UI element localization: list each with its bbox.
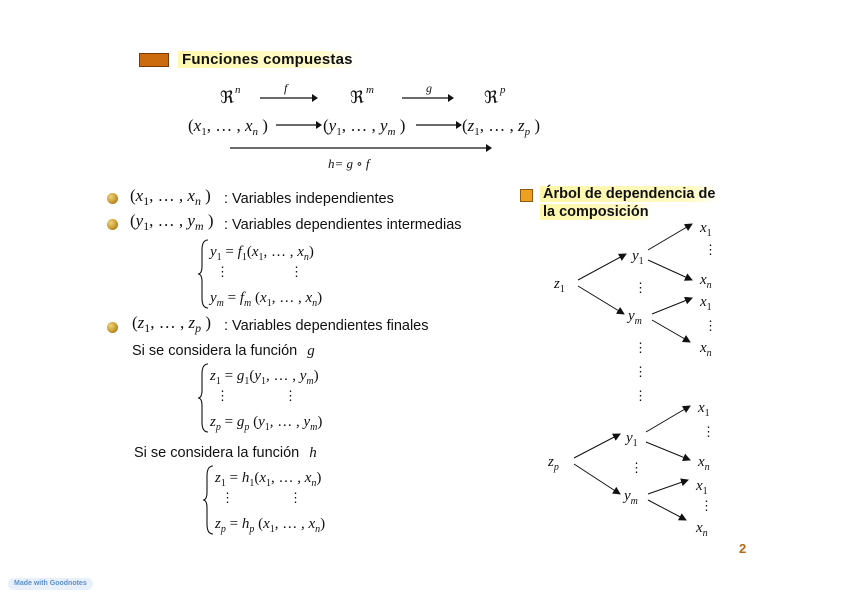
svg-text:⋮: ⋮ bbox=[634, 364, 647, 379]
tuple-y: ($y_1$, … , $y_m$ ) bbox=[130, 211, 214, 234]
bullet-icon bbox=[107, 219, 118, 230]
system-z-h-equations bbox=[203, 462, 373, 538]
svg-text:x1: $x_1$ bbox=[700, 294, 712, 313]
bullet-label-final: : Variables dependientes finales bbox=[224, 318, 429, 334]
svg-text:x1: $x_1$ bbox=[696, 478, 708, 497]
svg-text:y1: $y_1$ bbox=[632, 248, 644, 267]
rm-exponent: m bbox=[366, 84, 374, 96]
g-label: g bbox=[426, 81, 432, 95]
bullet-label-intermediate: : Variables dependientes intermedias bbox=[224, 217, 462, 233]
page-number: 2 bbox=[739, 541, 747, 556]
composition-diagram bbox=[180, 78, 560, 178]
dependency-tree bbox=[540, 210, 740, 540]
svg-text:xn: $x_n$ bbox=[698, 454, 710, 473]
rn-exponent: n bbox=[235, 84, 241, 96]
rm-symbol: ℜ bbox=[350, 88, 364, 107]
tuple-x: ($x_1$, … , $x_n$ ) bbox=[130, 186, 211, 209]
svg-text:zp: $z_p$ bbox=[548, 454, 559, 473]
svg-text:y1 = f1(x1, … , xn): $y_1 = f_1(x_1$, … , $x_n$) bbox=[210, 244, 314, 263]
bullet-icon bbox=[107, 322, 118, 333]
svg-text:⋮: ⋮ bbox=[634, 388, 647, 403]
svg-text:⋮: ⋮ bbox=[284, 388, 297, 403]
system-y-equations bbox=[198, 236, 368, 312]
svg-text:zp = hp (x1, … , xn): $z_p = h_p$ ($x_1$, … , $x_n$) bbox=[215, 516, 326, 535]
svg-text:xn: $x_n$ bbox=[700, 340, 712, 359]
svg-text:(z1, … , zp ): ($z_1$, … , $z_p$ ) bbox=[462, 116, 541, 138]
page-title: Funciones compuestas bbox=[178, 51, 357, 68]
svg-text:⋮: ⋮ bbox=[700, 498, 713, 513]
svg-text:⋮: ⋮ bbox=[702, 424, 715, 439]
svg-text:ym: $y_m$ bbox=[628, 308, 642, 327]
svg-text:(y1, … , ym ): ($y_1$, … , $y_m$ ) bbox=[323, 116, 406, 138]
rp-symbol: ℜ bbox=[484, 88, 498, 107]
consider-h-text: Si se considera la función h bbox=[134, 445, 317, 461]
bullet-icon bbox=[107, 193, 118, 204]
svg-text:z1 = g1(y1, … , ym): $z_1 = g_1(y_1$, … , $y_m$) bbox=[210, 368, 319, 387]
tree-title: Árbol de dependencia de la composición bbox=[540, 185, 718, 221]
title-color-swatch bbox=[139, 53, 169, 67]
tree-bullet-icon bbox=[520, 189, 533, 202]
system-z-g-equations bbox=[198, 360, 368, 436]
svg-text:⋮: ⋮ bbox=[704, 242, 717, 257]
svg-text:zp = gp (y1, … , ym): $z_p = g_p$ ($y_1$, … , $y_m$) bbox=[210, 414, 323, 433]
goodnotes-badge: Made with Goodnotes bbox=[8, 578, 93, 590]
composition-label: h= g ∘ f bbox=[328, 156, 370, 171]
svg-text:⋮: ⋮ bbox=[289, 490, 302, 505]
svg-text:y1: $y_1$ bbox=[626, 430, 638, 449]
svg-text:ym: $y_m$ bbox=[624, 488, 638, 507]
svg-text:z1 = h1(x1, … , xn): $z_1 = h_1(x_1$, … , $x_n$) bbox=[215, 470, 322, 489]
svg-text:⋮: ⋮ bbox=[221, 490, 234, 505]
f-label: f bbox=[284, 81, 288, 95]
rp-exponent: p bbox=[500, 84, 506, 96]
svg-text:⋮: ⋮ bbox=[634, 340, 647, 355]
bullet-label-independent: : Variables independientes bbox=[224, 191, 394, 207]
svg-text:⋮: ⋮ bbox=[216, 388, 229, 403]
svg-text:xn: $x_n$ bbox=[700, 272, 712, 291]
consider-g-text: Si se considera la función g bbox=[132, 343, 315, 359]
svg-text:x1: $x_1$ bbox=[700, 220, 712, 239]
svg-text:(x1, … , xn ): ($x_1$, … , $x_n$ ) bbox=[188, 116, 268, 138]
svg-text:⋮: ⋮ bbox=[630, 460, 643, 475]
svg-text:⋮: ⋮ bbox=[216, 264, 229, 279]
svg-text:x1: $x_1$ bbox=[698, 400, 710, 419]
svg-text:ym = fm (x1, … , xn): $y_m = f_m$ ($x_1$, … , $x_n$) bbox=[210, 290, 323, 309]
rn-symbol: ℜ bbox=[220, 88, 234, 107]
svg-text:z1: $z_1$ bbox=[554, 276, 565, 295]
svg-text:⋮: ⋮ bbox=[704, 318, 717, 333]
svg-text:⋮: ⋮ bbox=[290, 264, 303, 279]
svg-text:⋮: ⋮ bbox=[634, 280, 647, 295]
tuple-z: ($z_1$, … , $z_p$ ) bbox=[132, 313, 211, 336]
svg-text:xn: $x_n$ bbox=[696, 520, 708, 539]
